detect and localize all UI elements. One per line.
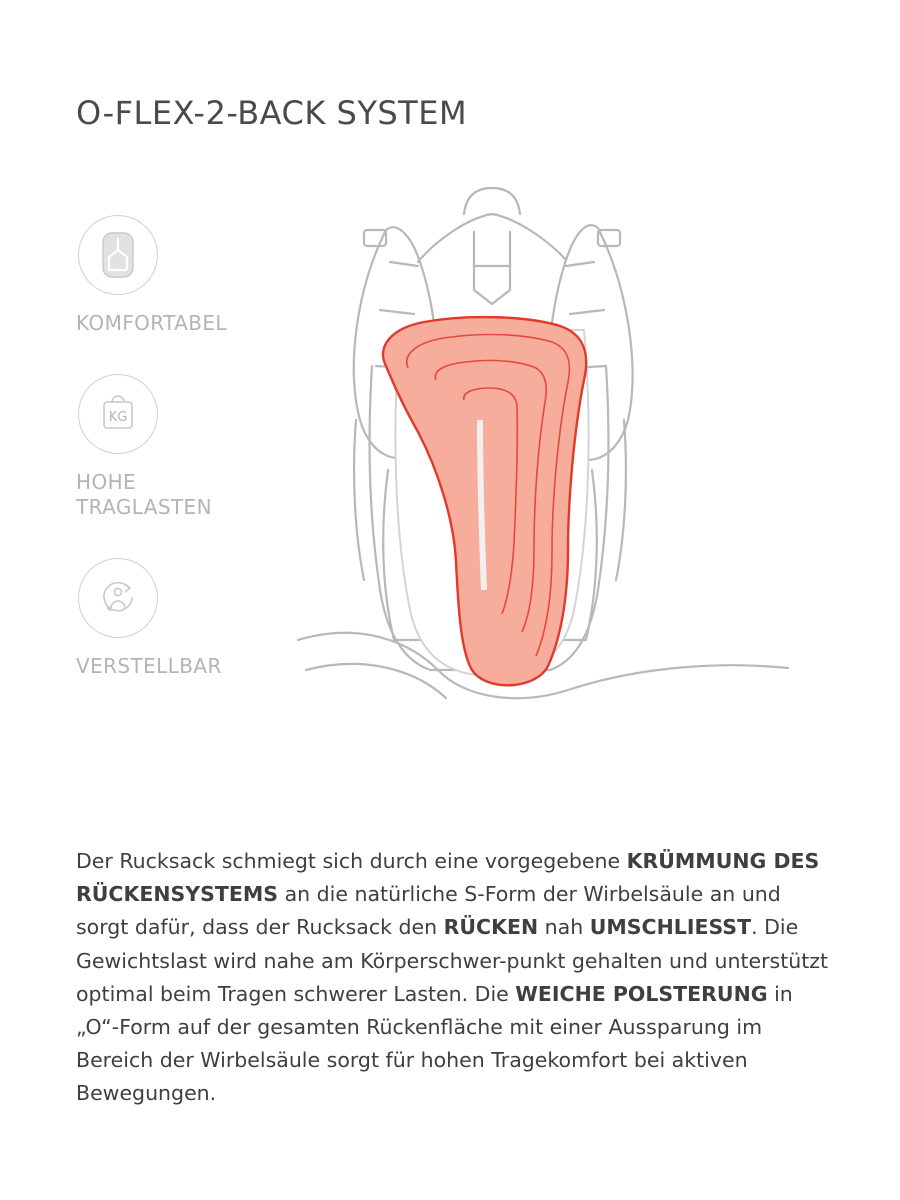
feature-label-line-2: TRAGLASTEN <box>76 495 212 519</box>
weight-kg-icon <box>96 389 140 439</box>
feature-icon-circle <box>78 374 158 454</box>
feature-label-traglasten <box>76 470 276 520</box>
emphasis-text: RÜCKEN <box>443 915 539 940</box>
feature-item-traglasten <box>76 374 276 520</box>
backpack-back-system-illustration <box>268 170 888 750</box>
adjustable-person-icon <box>95 575 141 621</box>
plain-text: in „O“-Form auf der gesamten Rückenfläche mit einer Aussparung im Bereich der Wirbelsäule sorgt für hohen Tragekomfort bei aktiven Bewegungen. <box>76 981 793 1106</box>
svg-text:KG: KG <box>108 410 128 425</box>
feature-item-verstellbar <box>76 558 276 679</box>
body-paragraph <box>76 845 836 1111</box>
feature-icon-circle <box>78 215 158 295</box>
plain-text: nah <box>538 915 590 940</box>
plain-text: Der Rucksack schmiegt sich durch eine vorgegebene <box>76 849 627 873</box>
emphasis-text: WEICHE POLSTERUNG <box>515 981 768 1006</box>
backpack-pad-icon <box>96 230 140 280</box>
emphasis-text: KRÜMMUNG DES RÜCKENSYSTEMS <box>76 849 820 907</box>
feature-icon-circle <box>78 558 158 638</box>
feature-list <box>76 215 276 717</box>
plain-text: an die natürliche S-Form der Wirbelsäule an und sorgt dafür, dass der Rucksack den <box>76 882 781 940</box>
feature-label-verstellbar: VERSTELLBAR <box>76 654 222 678</box>
feature-label-line-1: HOHE <box>76 470 137 494</box>
illustration-container <box>268 170 888 750</box>
emphasis-text: UMSCHLIESST <box>589 915 752 940</box>
plain-text: . Die Gewichtslast wird nahe am Körperschwer-punkt gehalten und unterstützt optimal beim Tragen schwerer Lasten. Die <box>76 915 829 1006</box>
feature-item-komfortabel <box>76 215 276 336</box>
paragraph-text <box>76 849 828 1105</box>
page-title: O-FLEX-2-BACK SYSTEM <box>76 94 468 132</box>
feature-label-komfortabel: KOMFORTABEL <box>76 311 227 335</box>
